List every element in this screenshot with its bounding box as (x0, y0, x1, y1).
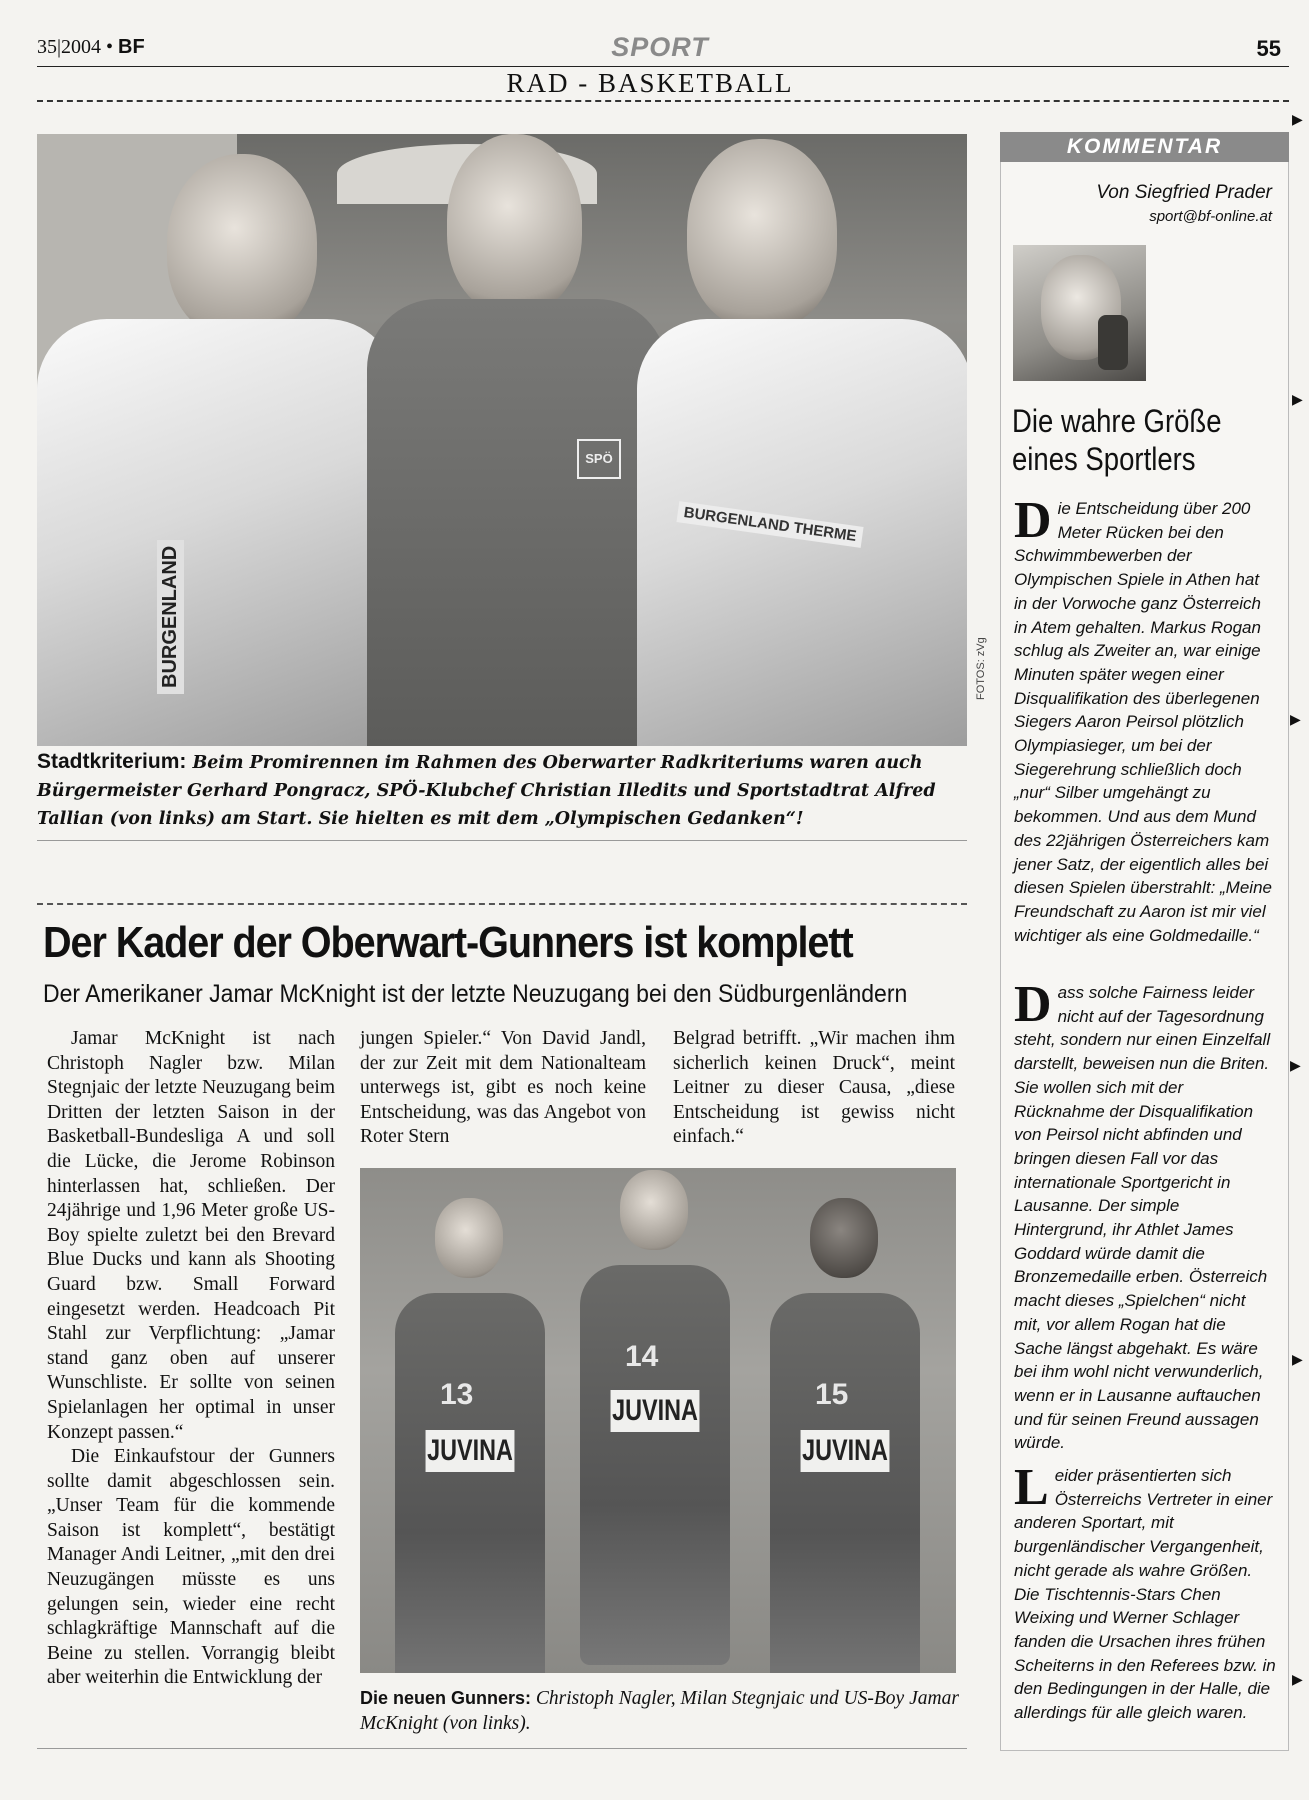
team-caption-text: Christoph Nagler, Milan Stegnjaic und US-Boy Jamar McKnight (von links). (360, 1688, 959, 1734)
caption-rule (37, 840, 967, 841)
player-center (570, 1170, 740, 1670)
article-headline: Der Kader der Oberwart-Gunners ist komplett (43, 918, 853, 967)
article-bottom-rule (37, 1748, 967, 1749)
page-number: 55 (1256, 36, 1281, 61)
photo-credit: FOTOS: zVg (975, 637, 987, 700)
team-photo (360, 1168, 956, 1673)
margin-mark-icon: ▶ (1292, 1672, 1303, 1688)
drop-cap: D (1014, 976, 1052, 1033)
comment-title (1012, 402, 1244, 478)
comment-text: ie Entscheidung über 200 Meter Rücken bei den Schwimmbewerben der Olympischen Spiele in Athen hat in der Vorwoche ganz Österreich in Atem gehalten. Markus Rogan schlug als Zweiter an, war einige Minuten später wegen einer Disqualifikation des überlegenen Siegers Aaron Peirsol plötzlich Olympiasieger, um bei der Siegerehrung schließlich doch „nur“ Silber umgehängt zu bekommen. Und aus dem Mund des 22jährigen Österreichers kam jener Satz, der eigentlich alles bei diesen Spielen überstrahlt: „Meine Freundschaft zu Aaron ist mir viel wichtiger als eine Goldmedaille.“ (1014, 499, 1272, 945)
header-dashed-rule (37, 100, 1289, 102)
issue-date: 35|2004 • (37, 36, 114, 58)
margin-mark-icon: ▶ (1290, 712, 1301, 728)
section-title: SPORT (611, 32, 709, 62)
player-head (810, 1198, 878, 1278)
issue-number (37, 36, 145, 59)
article-column-2 (360, 1027, 646, 1150)
team-photo-caption (360, 1686, 960, 1736)
article-top-rule (37, 903, 967, 905)
main-photo-caption (37, 748, 967, 833)
person-left-jersey (37, 319, 397, 746)
comment-title-line-1: Die wahre Größe (1012, 403, 1222, 439)
player-head (620, 1170, 688, 1250)
person-right-head (687, 139, 837, 329)
spoe-logo: SPÖ (577, 439, 621, 479)
article-subhead: Der Amerikaner Jamar McKnight ist der letzte Neuzugang bei den Südburgenländern (43, 980, 908, 1008)
player-head (435, 1198, 503, 1278)
comment-text: ass solche Fairness leider nicht auf der Tagesordnung steht, sondern nur einen Einzelfall darstellt, beweisen nun die Briten. Sie wollen sich mit der Rücknahme der Disqualifikation von Peirsol nicht abfinden und bringen diesen Fall vor das internationale Sportgericht in Lausanne. Der simple Hintergrund, ihr Athlet James Goddard würde damit die Bronzemedaille erben. Österreich macht dieses „Spielchen“ nicht mit, vor allem Rogan hat die Sache längst abgehakt. Es wäre bei ihm wohl nicht verwunderlich, wenn er in Lausanne auftauchen und für seinen Freund aussagen würde. (1014, 983, 1271, 1453)
header-rule (37, 66, 1289, 67)
player-left (385, 1198, 555, 1673)
article-column-1 (47, 1027, 335, 1691)
player-right (760, 1198, 930, 1673)
person-left (37, 134, 387, 746)
person-left-head (167, 154, 317, 339)
person-center-shirt (367, 299, 667, 746)
comment-label: KOMMENTAR (1000, 132, 1289, 162)
article-paragraph: Die Einkaufstour der Gunners sollte damit abgeschlossen sein. „Unser Team für die kommende Saison ist komplett“, bestätigt Manager Andi Leitner, „mit den drei Neuzugängen müsste es uns gelungen sein, wieder eine recht schlagkräftige Mannschaft auf die Beine zu stellen. Vorrangig bleibt aber weiterhin die Entwicklung der (47, 1446, 335, 1689)
team-caption-lead: Die neuen Gunners: (360, 1688, 532, 1708)
jersey-text-left: BURGENLAND (157, 540, 184, 694)
jersey-sponsor: JUVINA (611, 1390, 700, 1432)
author-email: sport@bf-online.at (1149, 208, 1272, 225)
main-photo (37, 134, 967, 746)
article-paragraph: Jamar McKnight ist nach Christoph Nagler bzw. Milan Stegnjaic der letzte Neuzugang beim Dritten der letzten Saison in der Basketball-Bundesliga A und soll die Lücke, die Jerome Robinson hinterlassen hat, schließen. Der 24jährige und 1,96 Meter große US-Boy spielte zuletzt bei den Brevard Blue Ducks und kann als Shooting Guard bzw. Small Forward eingesetzt werden. Headcoach Pit Stahl zur Verpflichtung: „Jamar stand ganz oben auf unserer Wunschliste. Er sollte von seinen Spielanlagen her optimal in unser Konzept passen.“ (47, 1028, 335, 1443)
author-photo (1013, 245, 1146, 381)
comment-title-line-2: eines Sportlers (1012, 441, 1196, 477)
margin-mark-icon: ▶ (1292, 112, 1303, 128)
category-title: RAD - BASKETBALL (506, 68, 794, 98)
article-column-3 (673, 1027, 955, 1150)
jersey-number: 13 (440, 1378, 474, 1411)
main-caption-text: Beim Promirennen im Rahmen des Oberwarter Radkriteriums waren auch Bürgermeister Gerhard Pongracz, SPÖ-Klubchef Christian Illedits und Sportstadtrat Alfred Tallian (von links) am Start. Sie hielten es mit dem „Olympischen Gedanken“! (37, 753, 936, 829)
author-name: Von Siegfried Prader (1096, 182, 1272, 203)
comment-paragraph-2 (1014, 976, 1276, 1455)
drop-cap: L (1014, 1459, 1049, 1516)
article-paragraph: jungen Spieler.“ Von David Jandl, der zur Zeit mit dem Nationalteam unterwegs ist, gibt es noch keine Entscheidung, was das Angebot von Roter Stern (360, 1028, 646, 1148)
margin-mark-icon: ▶ (1290, 1058, 1301, 1074)
margin-mark-icon: ▶ (1292, 392, 1303, 408)
drop-cap: D (1014, 492, 1052, 549)
jersey-number: 14 (625, 1340, 659, 1373)
jersey-number: 15 (815, 1378, 849, 1411)
margin-mark-icon: ▶ (1292, 1352, 1303, 1368)
author-phone (1098, 315, 1128, 370)
player-jersey (395, 1293, 545, 1673)
article-paragraph: Belgrad betrifft. „Wir machen ihm sicherlich keinen Druck“, meint Leitner zu dieser Causa, „diese Entscheidung ist gewiss nicht einfach.“ (673, 1028, 955, 1148)
jersey-sponsor: JUVINA (426, 1430, 515, 1472)
comment-paragraph-1 (1014, 492, 1276, 947)
player-jersey (580, 1265, 730, 1665)
person-right (637, 134, 967, 746)
publication-name: BF (118, 36, 145, 58)
player-jersey (770, 1293, 920, 1673)
jersey-text-right: BURGENLAND THERME (676, 501, 863, 548)
jersey-sponsor: JUVINA (801, 1430, 890, 1472)
main-caption-lead: Stadtkriterium: (37, 750, 187, 773)
comment-paragraph-3 (1014, 1459, 1276, 1725)
person-center-head (447, 134, 582, 314)
comment-text: eider präsentierten sich Österreichs Vertreter in einer anderen Sportart, mit burgenländischer Vergangenheit, nicht gerade als wahre Größen. Die Tischtennis-Stars Chen Weixing und Werner Schlager fanden die Ursachen ihres frühen Scheiterns in den Referees bzw. in den Bedingungen in der Halle, die allerdings für alle gleich waren. (1014, 1466, 1276, 1723)
